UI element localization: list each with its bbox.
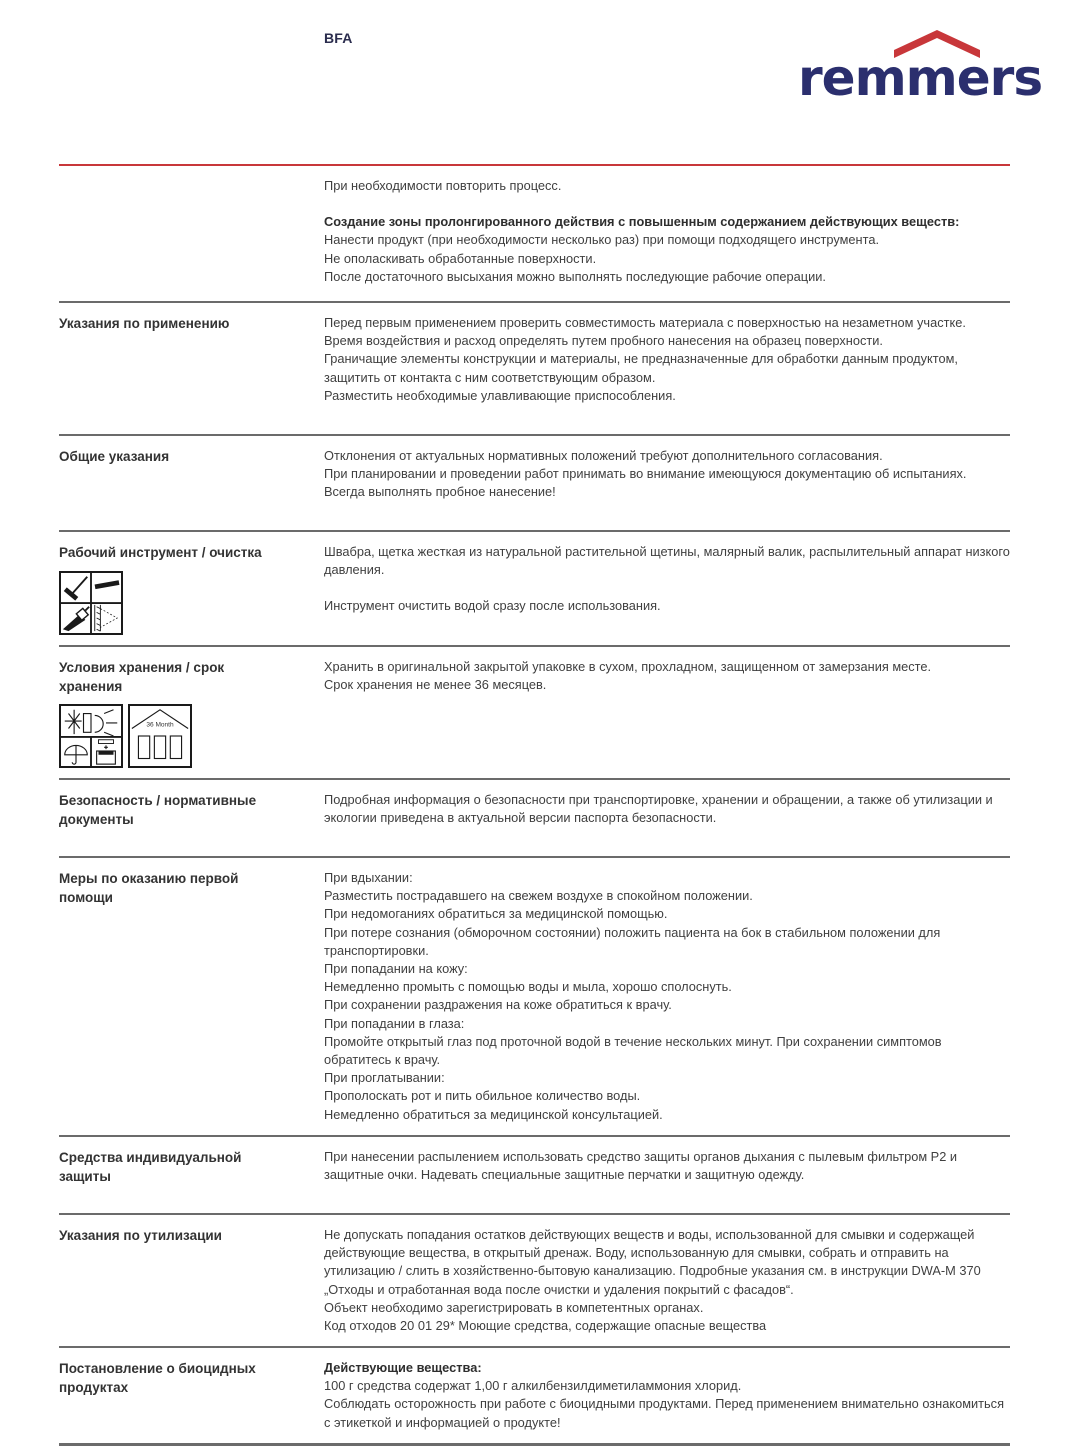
paragraph: Отклонения от актуальных нормативных положений требуют дополнительного согласования. [324, 448, 883, 463]
section-general-notes [59, 436, 1010, 532]
paragraph: Немедленно обратиться за медицинской консультацией. [324, 1106, 663, 1122]
paragraph-heading: Действующие вещества: [324, 1360, 482, 1375]
shelf-life-label: 36 Month [146, 721, 174, 729]
section-label: Условия хранения / срок хранения [59, 660, 225, 694]
section-label: Средства индивидуальной защиты [59, 1150, 242, 1184]
section-label: Меры по оказанию первой помощи [59, 871, 239, 905]
paragraph: Швабра, щетка жесткая из натуральной растительной щетины, малярный валик, распылительный аппарат низкого давления. [324, 544, 1010, 578]
section-label: Указания по применению [59, 316, 230, 331]
paragraph: Разместить пострадавшего на свежем воздухе в спокойном положении. [324, 888, 753, 904]
paragraph: Не допускать попадания остатков действующих веществ и воды, использованной для смывки и содержащей действующие вещества, в открытый дренаж. Воду, использованную для смывки, собрать и отправить на утилизацию / слить в хозяйственно-бытовую канализацию. Подробные указания см. в инструкции DWA-M 370 „Отходы и отработанная вода после очистки и удаления покрытий с фасадов“. [324, 1227, 981, 1297]
tools-pictogram-icon [59, 571, 123, 635]
paragraph: После достаточного высыхания можно выполнять последующие рабочие операции. [324, 268, 826, 284]
section-disposal [59, 1215, 1010, 1348]
section-tools-cleaning [59, 532, 1010, 647]
storage-conditions-pictogram-icon [59, 704, 123, 768]
paragraph: При недомоганиях обратиться за медицинской помощью. [324, 906, 668, 922]
section-label: Рабочий инструмент / очистка [59, 545, 262, 560]
paragraph: Граничащие элементы конструкции и материалы, не предназначенные для обработки данным продуктом, защитить от контакта с ним соответствующим образом. [324, 351, 958, 385]
section-application-instructions [59, 303, 1010, 436]
section-label: Общие указания [59, 449, 170, 464]
document-body [59, 166, 1010, 1446]
paragraph: Время воздействия и расход определять путем пробного нанесения на образец поверхности. [324, 333, 883, 349]
paragraph: При сохранении раздражения на коже обратиться к врачу. [324, 997, 672, 1013]
paragraph: Перед первым применением проверить совместимость материала с поверхностью на незаметном участке. [324, 315, 966, 330]
paragraph: При необходимости повторить процесс. [324, 178, 562, 193]
section-label: Безопасность / нормативные документы [59, 793, 257, 827]
paragraph: Объект необходимо зарегистрировать в компетентных органах. [324, 1299, 704, 1315]
section-ppe [59, 1137, 1010, 1215]
section-label: Постановление о биоцидных продуктах [59, 1361, 256, 1395]
paragraph: При вдыхании: [324, 870, 413, 885]
paragraph: Код отходов 20 01 29* Моющие средства, содержащие опасные вещества [324, 1318, 767, 1334]
paragraph: Немедленно промыть с помощью воды и мыла, хорошо сполоснуть. [324, 979, 732, 995]
paragraph: Нанести продукт (при необходимости несколько раз) при помощи подходящего инструмента. [324, 232, 879, 248]
page-header [0, 0, 1077, 168]
section-label: Указания по утилизации [59, 1228, 222, 1243]
paragraph: При планировании и проведении работ принимать во внимание имеющуюся документацию об испытаниях. [324, 466, 967, 482]
remmers-logo [798, 30, 1043, 107]
section-biocidal-products [59, 1348, 1010, 1446]
document-code: BFA [324, 30, 353, 46]
logo-wordmark: remmers [798, 49, 1043, 107]
paragraph: Соблюдать осторожность при работе с биоцидными продуктами. Перед применением внимательно ознакомиться с этикеткой и информацией о продукте! [324, 1396, 1005, 1430]
section-continuation [59, 166, 1010, 303]
paragraph: Всегда выполнять пробное нанесение! [324, 484, 556, 500]
paragraph: При нанесении распылением использовать средство защиты органов дыхания с пылевым фильтром P2 и защитные очки. Надевать специальные защитные перчатки и защитную одежду. [324, 1149, 958, 1183]
paragraph: 100 г средства содержат 1,00 г алкилбензилдиметиламмония хлорид. [324, 1378, 742, 1394]
shelf-life-pictogram-icon [128, 704, 192, 768]
paragraph: Промойте открытый глаз под проточной водой в течение нескольких минут. При сохранении симптомов обратитесь к врачу. [324, 1033, 942, 1068]
paragraph: Срок хранения не менее 36 месяцев. [324, 677, 547, 693]
paragraph: При проглатывании: [324, 1070, 445, 1086]
paragraph: Прополоскать рот и пить обильное количество воды. [324, 1088, 641, 1104]
paragraph: При попадании на кожу: [324, 961, 468, 977]
paragraph: Инструмент очистить водой сразу после использования. [324, 598, 661, 614]
paragraph: Хранить в оригинальной закрытой упаковке в сухом, прохладном, защищенном от замерзания месте. [324, 659, 932, 674]
section-storage [59, 647, 1010, 780]
section-first-aid [59, 858, 1010, 1137]
paragraph: Не ополаскивать обработанные поверхности. [324, 250, 597, 266]
paragraph: При попадании в глаза: [324, 1015, 465, 1031]
paragraph: При потере сознания (обморочном состоянии) положить пациента на бок в стабильном положении для транспортировки. [324, 924, 941, 958]
paragraph: Подробная информация о безопасности при транспортировке, хранении и обращении, а также об утилизации и экологии приведена в актуальной версии паспорта безопасности. [324, 792, 993, 826]
paragraph-heading: Создание зоны пролонгированного действия с повышенным содержанием действующих веществ: [324, 214, 960, 230]
section-safety-regulations [59, 780, 1010, 858]
paragraph: Разместить необходимые улавливающие приспособления. [324, 387, 676, 403]
